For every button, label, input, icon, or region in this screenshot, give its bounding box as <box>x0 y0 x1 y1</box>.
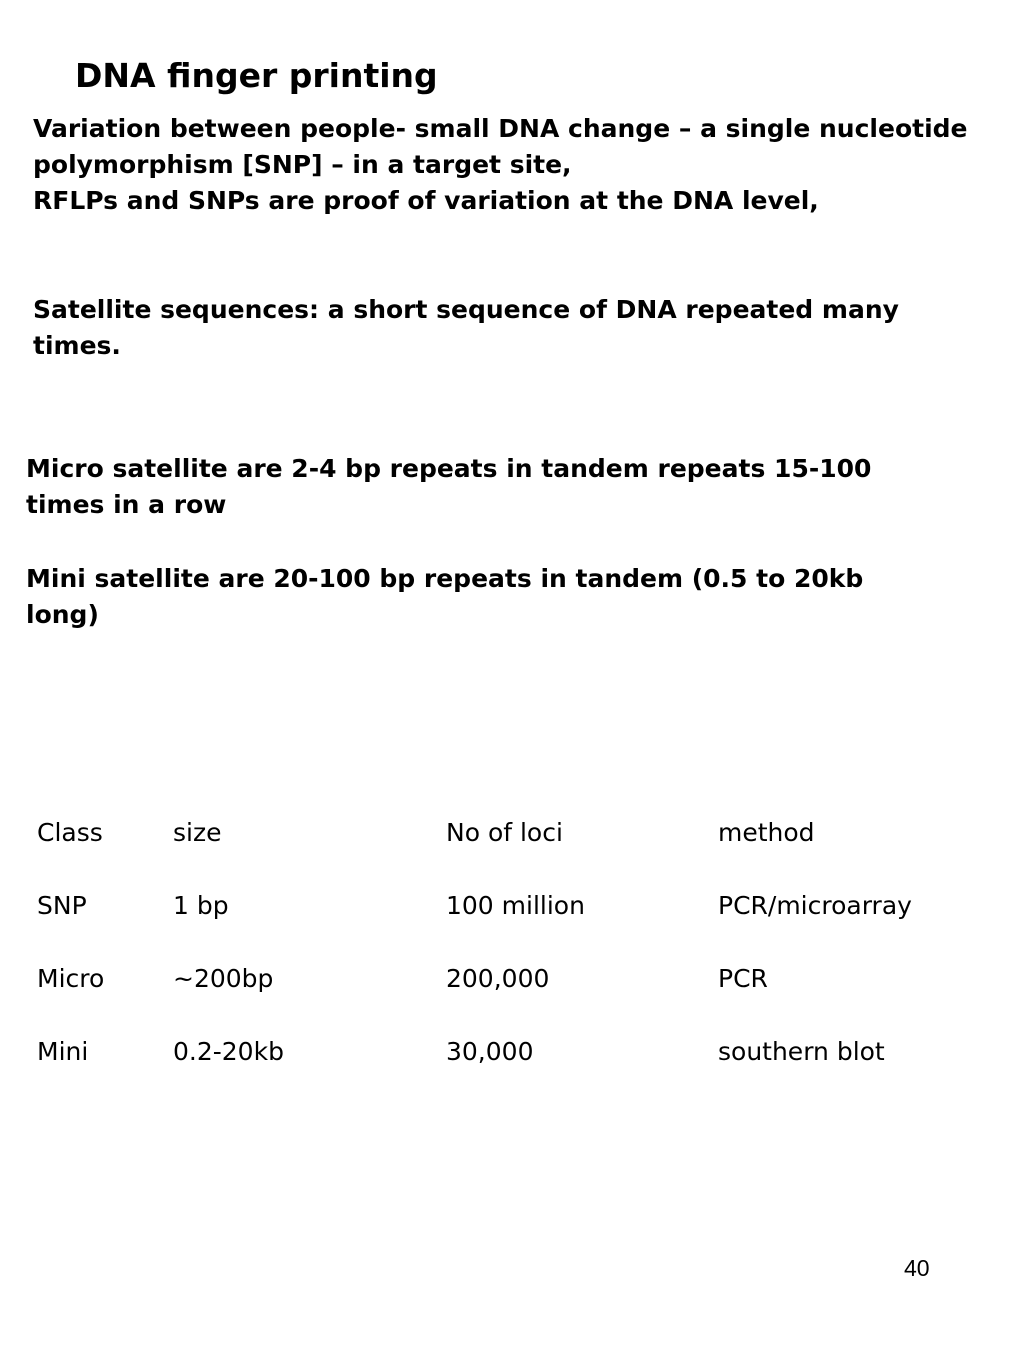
page-number: 40 <box>904 1255 930 1281</box>
paragraph-snp-variation <box>33 111 968 219</box>
paragraph-satellite-sequences <box>33 292 899 364</box>
table-cell: PCR <box>718 964 768 993</box>
table-cell: 1 bp <box>173 891 229 920</box>
text-line: RFLPs and SNPs are proof of variation at the DNA level, <box>33 186 819 215</box>
column-header: No of loci <box>446 818 563 847</box>
table-cell: 30,000 <box>446 1037 534 1066</box>
table-cell: SNP <box>37 891 87 920</box>
table-cell: Mini <box>37 1037 89 1066</box>
text-line: polymorphism [SNP] – in a target site, <box>33 150 572 179</box>
table-cell: southern blot <box>718 1037 885 1066</box>
text-line: long) <box>26 600 99 629</box>
text-line: times. <box>33 331 121 360</box>
slide-title: DNA finger printing <box>75 56 438 95</box>
text-line: Variation between people- small DNA change – a single nucleotide <box>33 114 968 143</box>
text-line: Satellite sequences: a short sequence of DNA repeated many <box>33 295 899 324</box>
table-cell: PCR/microarray <box>718 891 912 920</box>
column-header: size <box>173 818 222 847</box>
paragraph-micro-satellite <box>26 451 871 523</box>
text-line: Micro satellite are 2-4 bp repeats in tandem repeats 15-100 <box>26 454 872 483</box>
text-line: times in a row <box>26 490 227 519</box>
table-cell: ~200bp <box>173 964 274 993</box>
table-cell: Micro <box>37 964 105 993</box>
table-cell: 0.2-20kb <box>173 1037 284 1066</box>
text-line: Mini satellite are 20-100 bp repeats in tandem (0.5 to 20kb <box>26 564 864 593</box>
paragraph-mini-satellite <box>26 561 863 633</box>
table-cell: 200,000 <box>446 964 550 993</box>
column-header: Class <box>37 818 103 847</box>
table-cell: 100 million <box>446 891 585 920</box>
column-header: method <box>718 818 815 847</box>
